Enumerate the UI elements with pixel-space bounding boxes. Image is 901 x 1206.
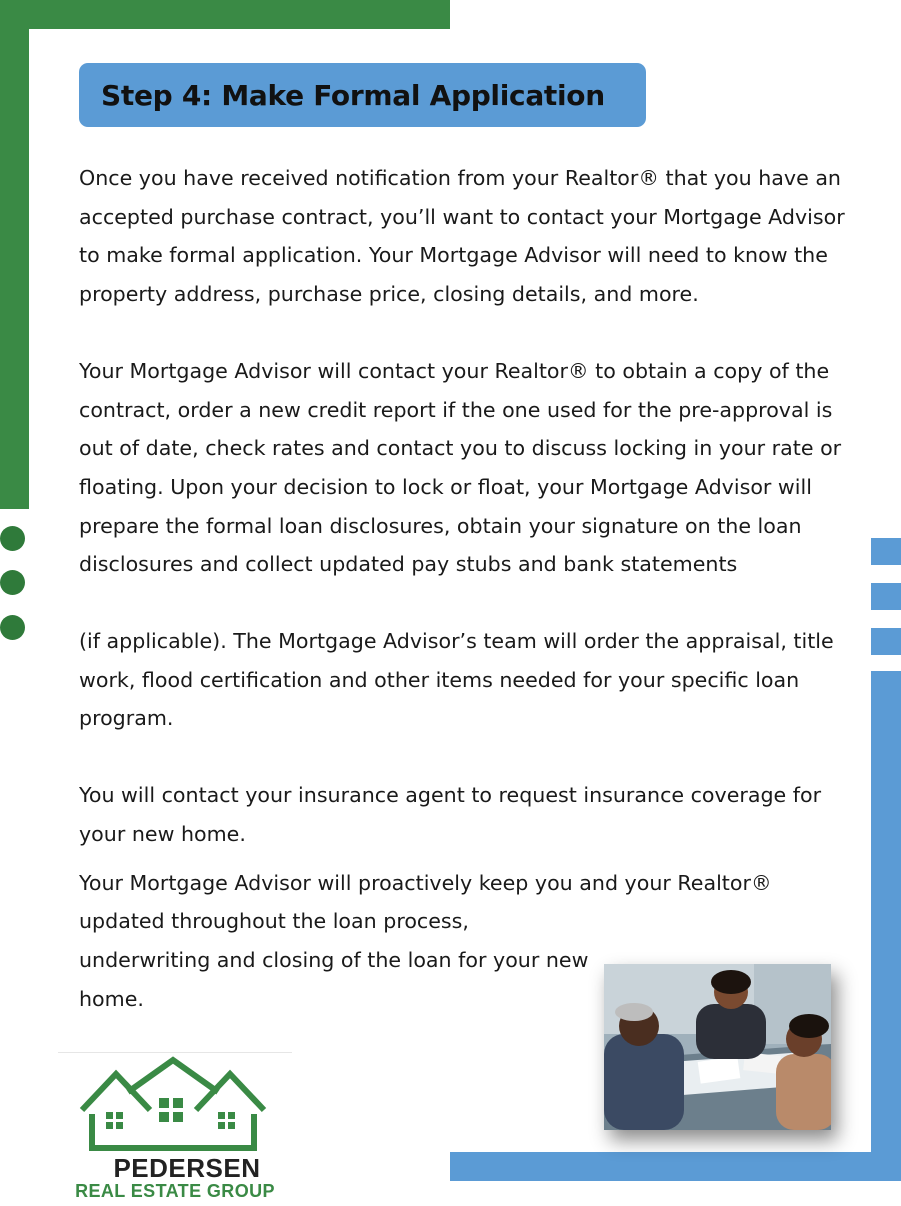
meeting-photo xyxy=(604,964,831,1130)
paragraph-team-orders: (if applicable). The Mortgage Advisor’s team will order the appraisal, title work, flood certification and other items needed for your specific loan program. xyxy=(79,629,834,731)
paragraph-insurance: You will contact your insurance agent to request insurance coverage for your new home. xyxy=(79,783,822,846)
blue-square xyxy=(871,538,901,565)
paragraph-notification: Once you have received notification from your Realtor® that you have an accepted purchase contract, you’ll want to contact your Mortgage Advisor to make formal application. Your Mortgage Advisor will need to know the property address, purchase price, closing details, and more. xyxy=(79,166,845,307)
logo-name: PEDERSEN xyxy=(113,1153,261,1183)
body-text xyxy=(79,159,869,1018)
green-left-bar xyxy=(0,0,29,509)
meeting-illustration xyxy=(604,964,831,1130)
paragraph-updates-intro: Your Mortgage Advisor will proactively keep you and your Realtor® xyxy=(79,870,772,895)
blue-bottom-bar xyxy=(450,1152,901,1181)
houses-logo-icon xyxy=(58,1052,292,1162)
company-logo xyxy=(58,1052,292,1206)
step-header xyxy=(79,63,646,127)
green-dot xyxy=(0,526,25,551)
green-dot xyxy=(0,570,25,595)
green-top-bar xyxy=(0,0,450,29)
paragraph-advisor-tasks: Your Mortgage Advisor will contact your Realtor® to obtain a copy of the contract, order a new credit report if the one used for the pre-approval is out of date, check rates and contact you to discuss locking in your rate or floating. Upon your decision to lock or float, your Mortgage Advisor will prepare the formal loan disclosures, obtain your signature on the loan disclosures and collect updated pay stubs and bank statements xyxy=(79,358,842,577)
blue-square xyxy=(871,583,901,610)
page-title: Step 4: Make Formal Application xyxy=(101,78,605,112)
blue-right-bar xyxy=(871,671,901,1181)
logo-tagline: REAL ESTATE GROUP xyxy=(75,1181,275,1201)
blue-square xyxy=(871,628,901,655)
paragraph-updates-rest: updated throughout the loan process, underwriting and closing of the loan for your new home. xyxy=(79,909,589,1011)
green-dot xyxy=(0,615,25,640)
